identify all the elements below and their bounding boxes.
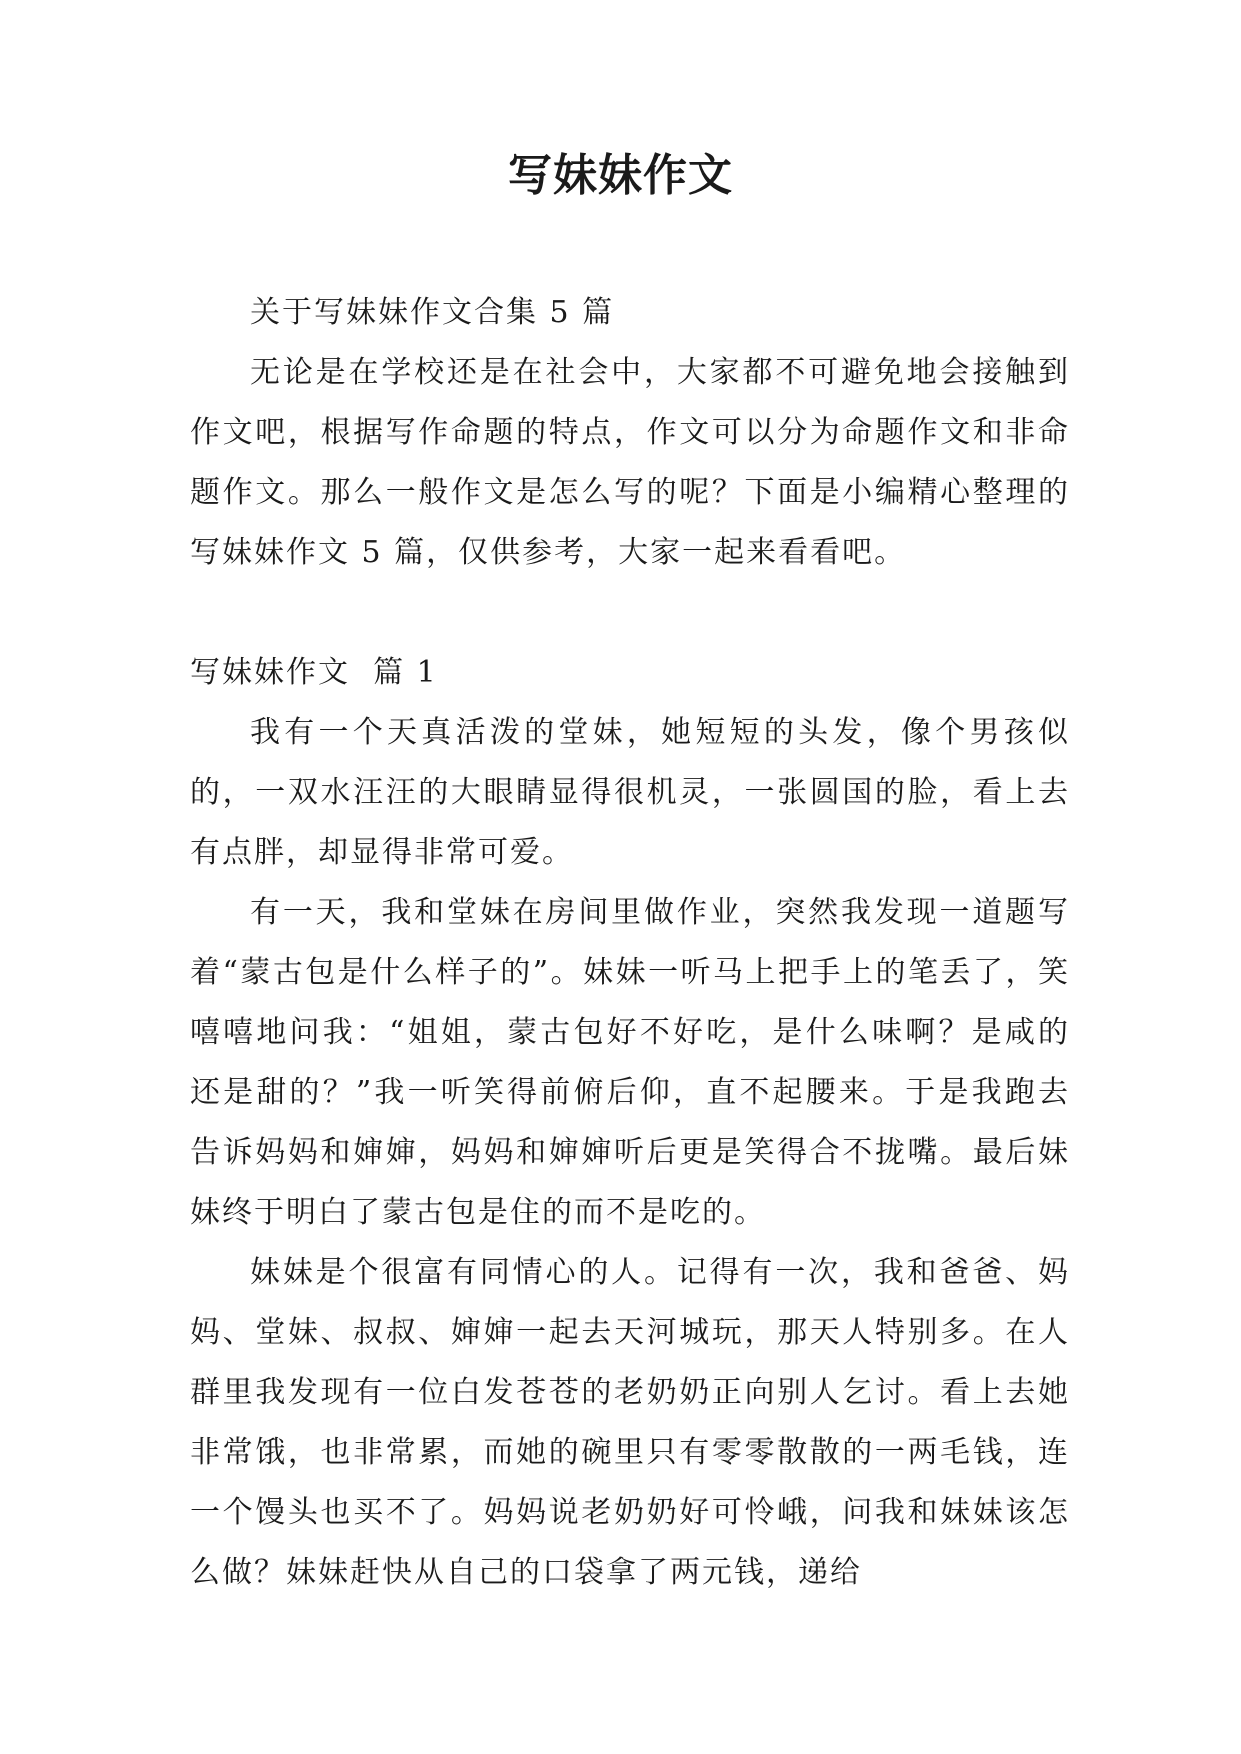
document-subtitle: 关于写妹妹作文合集 5 篇 xyxy=(250,295,615,330)
document-body xyxy=(190,283,1070,1603)
intro-paragraph: 无论是在学校还是在社会中，大家都不可避免地会接触到作文吧，根据写作命题的特点，作文可以分为命题作文和非命题作文。那么一般作文是怎么写的呢？下面是小编精心整理的写妹妹作文 5 篇，仅供参考，大家一起来看看吧。 xyxy=(190,355,1070,570)
section-heading: 写妹妹作文 篇 1 xyxy=(190,655,438,690)
body-paragraph-3: 妹妹是个很富有同情心的人。记得有一次，我和爸爸、妈妈、堂妹、叔叔、婶婶一起去天河城玩，那天人特别多。在人群里我发现有一位白发苍苍的老奶奶正向别人乞讨。看上去她非常饿，也非常累，而她的碗里只有零零散散的一两毛钱，连一个馒头也买不了。妈妈说老奶奶好可怜峨，问我和妹妹该怎么做？妹妹赶快从自己的口袋拿了两元钱，递给 xyxy=(190,1255,1070,1590)
body-paragraph-1: 我有一个天真活泼的堂妹，她短短的头发，像个男孩似的，一双水汪汪的大眼睛显得很机灵，一张圆国的脸，看上去有点胖，却显得非常可爱。 xyxy=(190,715,1070,870)
body-paragraph-2: 有一天，我和堂妹在房间里做作业，突然我发现一道题写着“蒙古包是什么样子的”。妹妹一听马上把手上的笔丢了，笑嘻嘻地问我：“姐姐，蒙古包好不好吃，是什么味啊？是咸的还是甜的？”我一听笑得前俯后仰，直不起腰来。于是我跑去告诉妈妈和婶婶，妈妈和婶婶听后更是笑得合不拢嘴。最后妹妹终于明白了蒙古包是住的而不是吃的。 xyxy=(190,895,1070,1230)
document-title: 写妹妹作文 xyxy=(508,150,733,201)
